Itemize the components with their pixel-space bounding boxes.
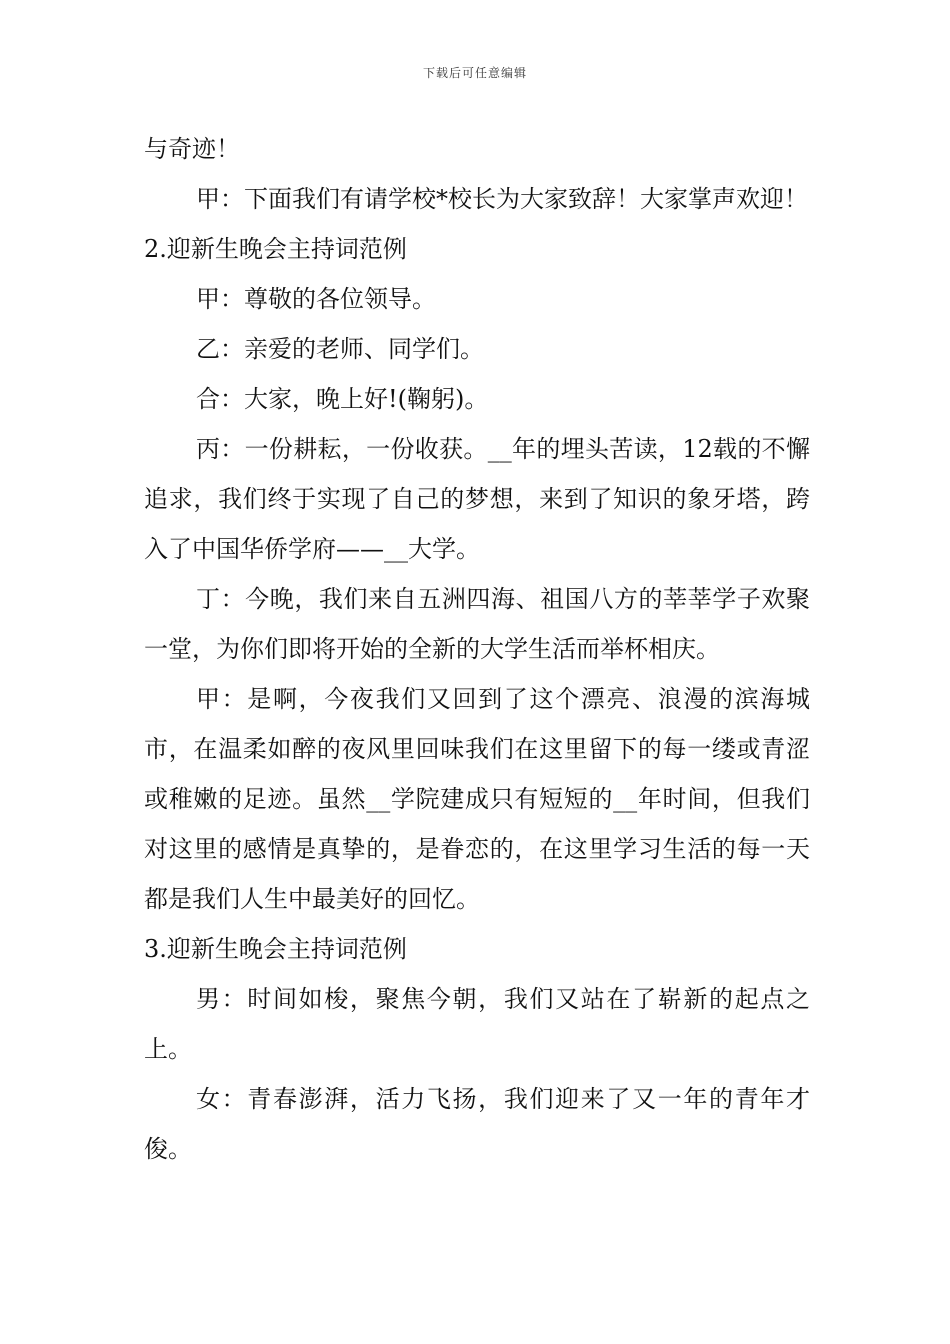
paragraph: 男：时间如梭，聚焦今朝，我们又站在了崭新的起点之上。 [144,985,810,1063]
page-header: 下载后可任意编辑 [422,66,527,80]
paragraph: 甲：是啊，今夜我们又回到了这个漂亮、浪漫的滨海城市，在温柔如醉的夜风里回味我们在这里留下的每一缕或青涩或稚嫩的足迹。虽然__学院建成只有短短的__年时间，但我们对这里的感情是真挚的，是眷恋的，在这里学习生活的每一天都是我们人生中最美好的回忆。 [144,685,810,913]
paragraph: 与奇迹！ [144,135,240,163]
paragraph: 合：大家，晚上好!(鞠躬)。 [196,385,489,413]
section-heading: 2.迎新生晚会主持词范例 [144,235,407,263]
section-heading: 3.迎新生晚会主持词范例 [144,935,407,963]
paragraph: 甲：尊敬的各位领导。 [196,285,436,313]
document-body [144,124,810,1174]
paragraph: 女：青春澎湃，活力飞扬，我们迎来了又一年的青年才俊。 [144,1085,810,1163]
paragraph: 乙：亲爱的老师、同学们。 [196,335,484,363]
paragraph: 丁：今晚，我们来自五洲四海、祖国八方的莘莘学子欢聚一堂，为你们即将开始的全新的大学生活而举杯相庆。 [144,585,810,663]
paragraph: 甲：下面我们有请学校*校长为大家致辞！大家掌声欢迎！ [196,185,808,213]
paragraph: 丙：一份耕耘，一份收获。__年的埋头苦读，12载的不懈追求，我们终于实现了自己的梦想，来到了知识的象牙塔，跨入了中国华侨学府——__大学。 [144,435,810,563]
